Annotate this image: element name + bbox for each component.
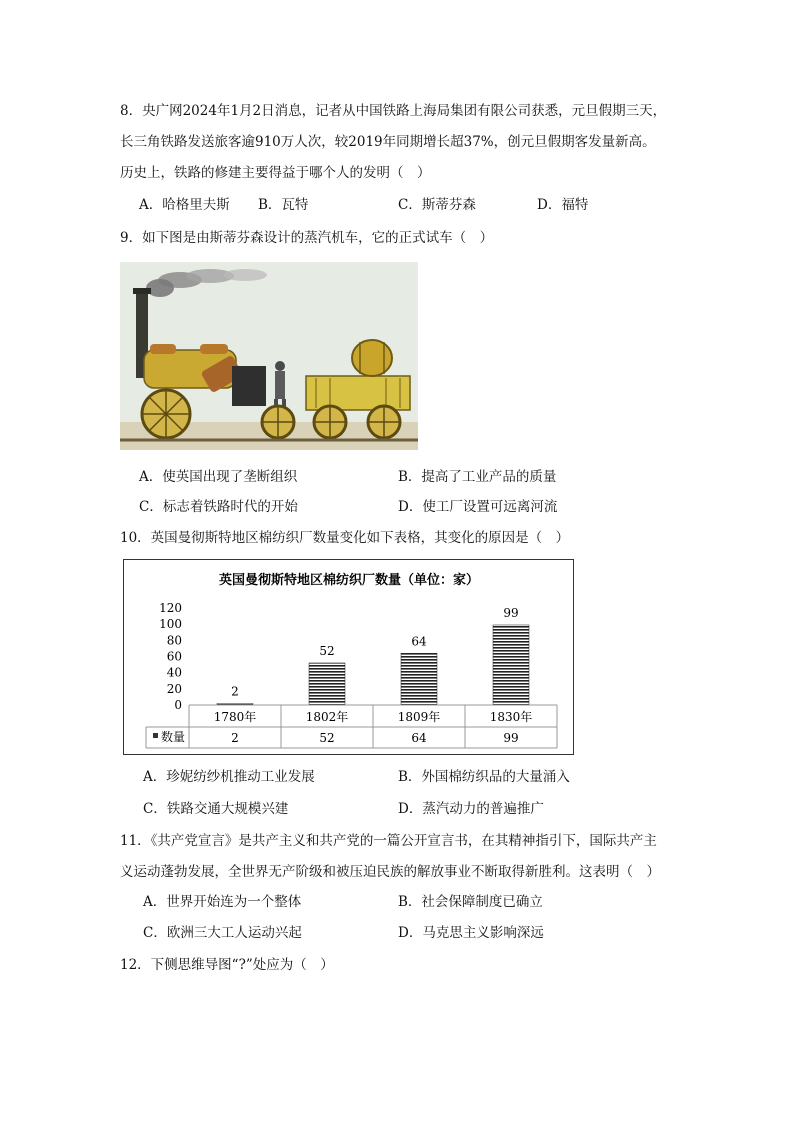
q10-option-a[interactable]: A．珍妮纺纱机推动工业发展 [143, 769, 315, 785]
bar-data-label: 2 [231, 684, 239, 699]
bar-data-label: 64 [411, 634, 427, 649]
q12-stem-line1: 12．下侧思维导图“?”处应为（ ） [120, 957, 334, 973]
bar-data-label: 52 [319, 643, 335, 658]
q8-stem-line3: 历史上，铁路的修建主要得益于哪个人的发明（ ） [120, 165, 431, 181]
q10-option-b[interactable]: B．外国棉纺织品的大量涌入 [398, 769, 570, 785]
q11-stem-line1: 11．《共产党宣言》是共产主义和共产党的一篇公开宣言书，在其精神指引下，国际共产主 [120, 833, 657, 849]
factory-count-chart [123, 559, 574, 755]
chart-title: 英国曼彻斯特地区棉纺织厂数量（单位：家） [218, 573, 480, 588]
q11-option-c[interactable]: C．欧洲三大工人运动兴起 [143, 925, 302, 941]
x-category-label: 1830年 [489, 710, 533, 724]
q8-option-d[interactable]: D．福特 [537, 197, 589, 213]
q8-option-a[interactable]: A．哈格里夫斯 [139, 197, 230, 213]
y-tick-label: 80 [166, 633, 182, 648]
x-category-label: 1809年 [397, 710, 441, 724]
q10-option-c[interactable]: C．铁路交通大规模兴建 [143, 801, 289, 817]
x-category-label: 1802年 [305, 710, 349, 724]
y-tick-label: 20 [166, 681, 182, 696]
bar [493, 625, 529, 705]
q10-stem-line1: 10．英国曼彻斯特地区棉纺织厂数量变化如下表格，其变化的原因是（ ） [120, 530, 570, 546]
q9-option-d[interactable]: D．使工厂设置可远离河流 [398, 499, 558, 515]
q11-option-b[interactable]: B．社会保障制度已确立 [398, 894, 543, 910]
q8-option-c[interactable]: C．斯蒂芬森 [398, 197, 476, 213]
y-tick-label: 100 [159, 617, 182, 632]
q9-option-c[interactable]: C．标志着铁路时代的开始 [139, 499, 298, 515]
bar [401, 653, 437, 705]
y-tick-label: 40 [166, 665, 182, 680]
q8-option-b[interactable]: B．瓦特 [258, 197, 309, 213]
q11-stem-line2: 义运动蓬勃发展，全世界无产阶级和被压迫民族的解放事业不断取得新胜利。这表明（ ） [120, 864, 660, 880]
legend-marker [153, 733, 158, 738]
q10-option-d[interactable]: D．蒸汽动力的普遍推广 [398, 801, 544, 817]
table-row-label: 数量 [161, 730, 186, 744]
q8-stem-line2: 长三角铁路发送旅客逾910万人次，较2019年同期增长超37%，创元旦假期客发量新高。 [120, 134, 656, 150]
x-category-label: 1780年 [213, 710, 257, 724]
bar-data-label: 99 [503, 605, 519, 620]
y-tick-label: 0 [174, 698, 182, 712]
q8-stem-line1: 8．央广网2024年1月2日消息，记者从中国铁路上海局集团有限公司获悉，元旦假期三天， [120, 103, 667, 119]
q9-option-a[interactable]: A．使英国出现了垄断组织 [139, 469, 298, 485]
y-tick-label: 120 [159, 601, 182, 615]
bar [309, 663, 345, 705]
y-tick-label: 60 [166, 649, 182, 664]
table-value-cell: 52 [319, 731, 335, 745]
q11-option-d[interactable]: D．马克思主义影响深远 [398, 925, 544, 941]
q11-option-a[interactable]: A．世界开始连为一个整体 [143, 894, 302, 910]
steam-locomotive-image [120, 262, 418, 450]
table-value-cell: 64 [411, 731, 427, 745]
q9-stem-line1: 9．如下图是由斯蒂芬森设计的蒸汽机车，它的正式试车（ ） [120, 230, 494, 246]
table-value-cell: 99 [503, 731, 519, 745]
q9-option-b[interactable]: B．提高了工业产品的质量 [398, 469, 557, 485]
table-value-cell: 2 [231, 731, 239, 745]
